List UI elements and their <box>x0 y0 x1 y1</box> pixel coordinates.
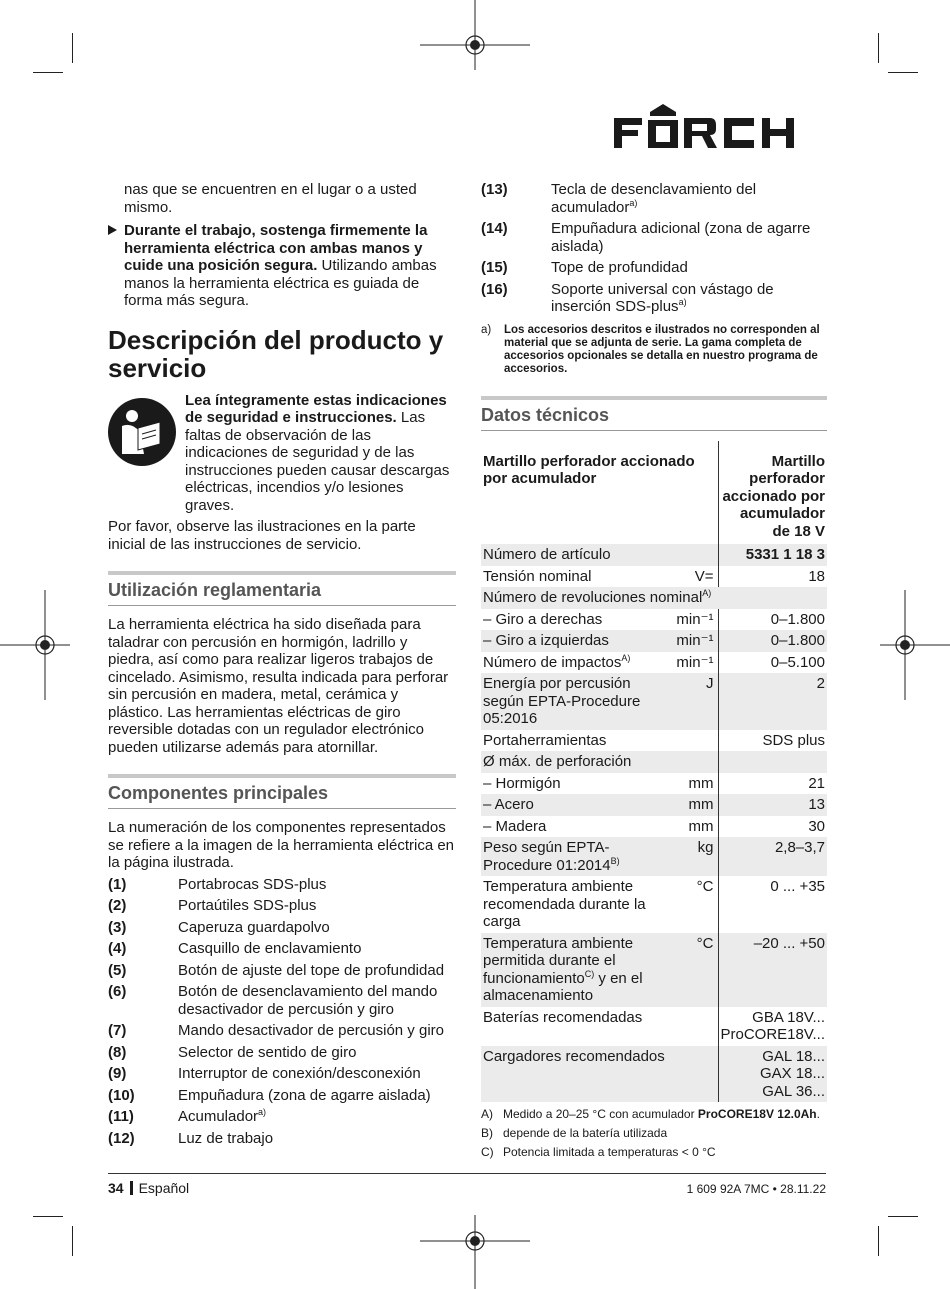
footnote-text: Potencia limitada a temperaturas < 0 °C <box>503 1145 716 1159</box>
footnote-key: C) <box>481 1145 494 1159</box>
item-number: (11) <box>108 1108 134 1125</box>
crop-mark <box>878 33 879 63</box>
list-item <box>108 1022 456 1040</box>
cell-value: 0 ... +35 <box>770 878 825 895</box>
item-text: Portaútiles SDS-plus <box>178 897 317 914</box>
list-item <box>108 1044 456 1062</box>
item-number: (16) <box>481 280 508 298</box>
list-item <box>481 220 827 255</box>
cell-value: 0–5.100 <box>770 653 825 671</box>
list-item <box>481 281 827 316</box>
list-item <box>108 876 456 894</box>
item-number: (10) <box>108 1086 135 1104</box>
table-row <box>481 837 827 876</box>
footnote-ref: A) <box>702 588 712 598</box>
cell-label: – Giro a izquierdas <box>481 630 670 652</box>
cell-label: Peso según EPTA-Procedure $01:2014^{B)}$ <box>481 837 670 876</box>
cell-value: 30 <box>808 817 825 835</box>
item-number: (9) <box>108 1065 127 1082</box>
cell-value: GBA 18V... ProCORE18V... <box>720 1008 825 1043</box>
cell-unit: min⁻¹ <box>670 609 718 631</box>
cell-unit <box>670 1046 718 1103</box>
cell-label: Portaherramientas <box>483 731 607 749</box>
footnote-ref: a) <box>629 197 638 208</box>
cell-value: 0–1.800 <box>718 630 827 652</box>
cell-value: 0–1.800 <box>770 610 825 628</box>
cell-label: Cargadores recomendados <box>481 1046 670 1103</box>
cell-label: Energía por percusión según EPTA-Procedure 05:2016 <box>481 673 670 730</box>
cell-value: –20 ... +50 <box>718 933 827 1007</box>
list-item <box>108 1087 456 1105</box>
crop-mark <box>888 72 918 73</box>
table-head-right: Martillo perforador accionado por acumulador de 18 V <box>718 441 827 545</box>
footnote-ref: C) <box>584 968 595 979</box>
cell-value: 18 <box>808 567 825 585</box>
table-row <box>481 751 827 773</box>
bullet-arrow-icon <box>108 225 117 235</box>
note-text: Los accesorios descritos e ilustrados no corresponden al material que se adjunta de serie. La gama completa de accesorios opcionales se detalla en nuestro programa de accesorios. <box>504 323 820 375</box>
tech-data-table <box>481 441 827 1103</box>
cell-unit: °C <box>670 933 718 1007</box>
footnote-bold: ProCORE18V 12.0Ah <box>697 1107 817 1121</box>
table-row <box>481 1046 827 1103</box>
item-number: (12) <box>108 1129 135 1147</box>
footnote <box>481 1145 827 1159</box>
item-number: (13) <box>481 181 508 198</box>
table-row <box>481 794 827 816</box>
list-item <box>108 897 456 915</box>
table-row <box>481 1007 827 1046</box>
cell-value: 5331 1 18 3 <box>718 544 827 566</box>
cell-label: – Madera <box>483 817 547 835</box>
safety-bold-text: Lea íntegramente estas indicaciones de seguridad e instrucciones. <box>185 391 447 426</box>
footer-language: Español <box>138 1180 190 1196</box>
table-row <box>481 630 827 652</box>
list-item <box>108 940 456 958</box>
cell-value: 13 <box>718 794 827 816</box>
heading-components: Componentes principales <box>108 774 456 809</box>
cell-label: Número de revoluciones nominal$^{A)}$ <box>481 587 827 609</box>
list-item <box>108 919 456 937</box>
item-text: Soporte universal con vástago de inserción SDS-plus$^{a)}$ <box>551 280 774 315</box>
cell-label: Tensión nominal <box>483 567 592 585</box>
cell-label: Temperatura ambiente permitida durante el funcionamiento$^{C)}$ y en el almacenamiento <box>481 933 670 1007</box>
cell-unit <box>670 544 718 566</box>
crop-mark <box>33 72 63 73</box>
table-head-left: Martillo perforador accionado por acumulador <box>483 452 695 487</box>
cell-unit: min⁻¹ <box>670 630 718 652</box>
heading-use: Utilización reglamentaria <box>108 571 456 606</box>
item-number: (2) <box>108 897 127 914</box>
item-text: Empuñadura (zona de agarre aislada) <box>178 1086 431 1104</box>
cell-label: – Hormigón <box>483 774 561 792</box>
item-text: Selector de sentido de giro <box>178 1043 357 1061</box>
list-item <box>108 1065 456 1083</box>
footnote-text: depende de la batería utilizada <box>503 1126 668 1140</box>
item-number: (1) <box>108 875 127 893</box>
note-key: a) <box>481 323 492 336</box>
cell-label: Temperatura ambiente recomendada durante la carga <box>483 878 646 930</box>
table-row <box>481 544 827 566</box>
cell-unit: min⁻¹ <box>670 652 718 674</box>
bullet-bold-text: Durante el trabajo, sostenga firmemente la herramienta eléctrica con ambas manos y cuide una posición segura. <box>124 222 428 274</box>
table-row <box>481 673 827 730</box>
item-number: (15) <box>481 259 508 276</box>
read-manual-icon <box>108 398 176 466</box>
item-text: Caperuza guardapolvo <box>178 918 330 936</box>
item-number: (14) <box>481 220 508 237</box>
components-list <box>108 876 456 1148</box>
components-intro: La numeración de los componentes representados se refiere a la imagen de la herramienta eléctrica en la página ilustrada. <box>108 819 455 871</box>
table-row <box>481 609 827 631</box>
item-number: (6) <box>108 983 127 1000</box>
forch-logo <box>612 104 828 152</box>
item-number: (7) <box>108 1022 127 1039</box>
cell-label: – Giro a derechas <box>483 610 603 628</box>
cell-value: 21 <box>808 774 825 792</box>
footer-code: 1 609 92A 7MC • 28.11.22 <box>686 1182 826 1196</box>
item-text: Casquillo de enclavamiento <box>178 940 362 957</box>
cell-unit: mm <box>670 773 718 795</box>
cell-unit <box>670 730 718 752</box>
components-list-continued <box>481 181 827 316</box>
registration-mark-icon <box>0 590 80 700</box>
safety-bullet <box>108 222 456 310</box>
footnote-text: Medido a 20–25 °C con acumulador ProCORE18V 12.0Ah. <box>503 1107 820 1121</box>
use-text: La herramienta eléctrica ha sido diseñada para taladrar con percusión en hormigón, ladrillo y piedra, así como para realizar ligeros trabajos de cincelado. Asimismo, resulta indicada para perforar sin percusión en madera, metal, cerámica y plástico. Las herramientas eléctricas de giro reversible dotadas con un regulador electrónico pueden utilizarse además para atornillar. <box>108 616 449 756</box>
cell-label: Número de impactos$^{A)}$ <box>483 652 631 671</box>
footnote-ref: B) <box>610 855 620 866</box>
crop-mark <box>72 33 73 63</box>
list-item <box>108 983 456 1018</box>
item-text: Empuñadura adicional (zona de agarre aislada) <box>551 220 811 255</box>
cell-value: GAL 18... GAX 18... GAL 36... <box>718 1046 827 1103</box>
table-row <box>481 876 827 933</box>
footnote-ref: a) <box>678 297 687 307</box>
item-text: Acumulador$^{a)}$ <box>178 1107 267 1125</box>
cell-value: 2,8–3,7 <box>718 837 827 876</box>
footnote <box>481 1107 827 1121</box>
registration-mark-icon <box>420 1205 530 1289</box>
item-number: (3) <box>108 918 127 936</box>
cell-label: – Acero <box>481 794 670 816</box>
item-text: Portabrocas SDS-plus <box>178 875 327 893</box>
cell-value: SDS plus <box>762 731 825 749</box>
cell-unit <box>670 751 718 773</box>
cell-value <box>718 751 827 773</box>
table-row <box>481 816 827 838</box>
crop-mark <box>878 1226 879 1256</box>
item-text: Interruptor de conexión/desconexión <box>178 1065 421 1082</box>
observe-text: Por favor, observe las ilustraciones en la parte inicial de las instrucciones de servicio. <box>108 518 416 553</box>
item-text: Tecla de desenclavamiento del acumulador$^{a)}$ <box>551 181 757 216</box>
registration-mark-icon <box>420 0 530 80</box>
cell-label: Ø máx. de perforación <box>481 751 670 773</box>
item-number: (8) <box>108 1043 127 1061</box>
page-footer <box>108 1173 826 1196</box>
footnote-ref: A) <box>621 652 631 663</box>
table-row <box>481 587 827 609</box>
bullet-text: Utilizando ambas manos la herramienta eléctrica es guiada de forma más segura. <box>124 257 437 309</box>
cell-unit: °C <box>670 876 718 933</box>
footnote-ref: a) <box>258 1107 267 1117</box>
right-column <box>481 181 827 1159</box>
page-number: 34 <box>108 1180 124 1196</box>
list-item <box>481 259 827 277</box>
cell-unit: V= <box>670 566 718 588</box>
table-row <box>481 933 827 1007</box>
item-text: Mando desactivador de percusión y giro <box>178 1022 444 1039</box>
item-number: (5) <box>108 961 127 979</box>
footnote-key: A) <box>481 1107 493 1121</box>
safety-notice <box>108 392 456 515</box>
accessories-note <box>481 324 827 376</box>
table-row <box>481 566 827 588</box>
footer-divider <box>130 1181 133 1195</box>
cell-unit: mm <box>670 794 718 816</box>
registration-mark-icon <box>870 590 950 700</box>
item-text: Botón de ajuste del tope de profundidad <box>178 961 445 979</box>
intro-text: nas que se encuentren en el lugar o a usted mismo. <box>124 181 417 216</box>
list-item <box>108 1130 456 1148</box>
list-item <box>481 181 827 216</box>
table-row <box>481 730 827 752</box>
footnote <box>481 1126 827 1140</box>
list-item <box>108 962 456 980</box>
footnote-key: B) <box>481 1126 493 1140</box>
cell-value: 2 <box>718 673 827 730</box>
heading-tech-data: Datos técnicos <box>481 396 827 431</box>
cell-unit: J <box>670 673 718 730</box>
cell-unit: kg <box>670 837 718 876</box>
left-column <box>108 181 456 1151</box>
table-row <box>481 652 827 674</box>
item-number: (4) <box>108 940 127 957</box>
item-text: Botón de desenclavamiento del mando desactivador de percusión y giro <box>178 983 438 1018</box>
item-text: Tope de profundidad <box>551 259 688 276</box>
cell-label: Número de artículo <box>481 544 670 566</box>
cell-label: Baterías recomendadas <box>483 1008 643 1026</box>
crop-mark <box>33 1216 63 1217</box>
crop-mark <box>72 1226 73 1256</box>
table-row <box>481 773 827 795</box>
safety-text: Las faltas de observación de las indicaciones de seguridad y de las instrucciones pueden causar descargas eléctricas, incendios y/o lesiones graves. <box>185 409 450 514</box>
cell-unit: mm <box>670 816 718 838</box>
item-text: Luz de trabajo <box>178 1129 274 1147</box>
table-footnotes <box>481 1107 827 1159</box>
crop-mark <box>888 1216 918 1217</box>
section-title: Descripción del producto y servicio <box>108 324 444 383</box>
list-item <box>108 1108 456 1126</box>
cell-unit <box>670 1007 718 1046</box>
